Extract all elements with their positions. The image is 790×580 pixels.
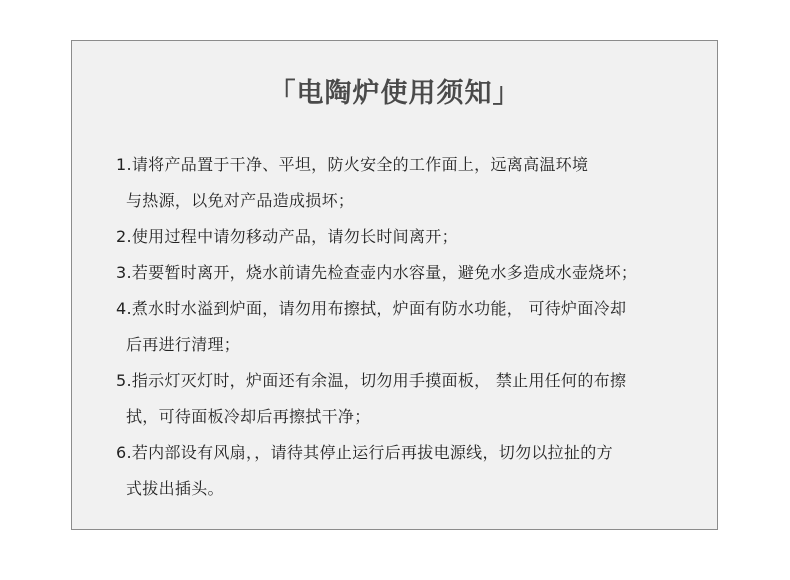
item-4-line-2: 后再进行清理；	[126, 335, 241, 354]
item-4-line-1	[116, 299, 626, 319]
item-2-text: 使用过程中请勿移动产品，请勿长时间离开；	[131, 227, 458, 246]
item-5-line-2: 拭，可待面板冷却后再擦拭干净；	[126, 407, 371, 426]
item-4-number: 4.	[116, 299, 132, 318]
item-5-number: 5.	[116, 371, 132, 390]
item-1-line-2: 与热源，以免对产品造成损坏；	[126, 191, 355, 210]
item-1-line-1	[116, 155, 588, 175]
item-3-number: 3.	[116, 263, 132, 282]
notice-title: 「电陶炉使用须知」	[268, 78, 521, 109]
item-6-text: 若内部设有风扇，，请待其停止运行后再拔电源线，切勿以拉扯的方	[131, 443, 613, 462]
item-4-text: 煮水时水溢到炉面，请勿用布擦拭，炉面有防水功能， 可待炉面冷却	[131, 299, 627, 318]
item-1-text: 请将产品置于干净、平坦，防火安全的工作面上，远离高温环境	[131, 155, 589, 174]
notice-panel	[71, 40, 718, 530]
item-5-line-1	[116, 371, 626, 391]
item-5-text: 指示灯灭灯时，炉面还有余温，切勿用手摸面板， 禁止用任何的布擦	[131, 371, 627, 390]
item-3-line-1	[116, 263, 637, 283]
item-6-line-2: 式拔出插头。	[126, 479, 224, 498]
item-6-line-1	[116, 443, 613, 463]
item-2-line-1	[116, 227, 458, 247]
item-3-text: 若要暂时离开，烧水前请先检查壶内水容量，避免水多造成水壶烧坏；	[131, 263, 638, 282]
item-6-number: 6.	[116, 443, 132, 462]
item-1-number: 1.	[116, 155, 132, 174]
item-2-number: 2.	[116, 227, 132, 246]
